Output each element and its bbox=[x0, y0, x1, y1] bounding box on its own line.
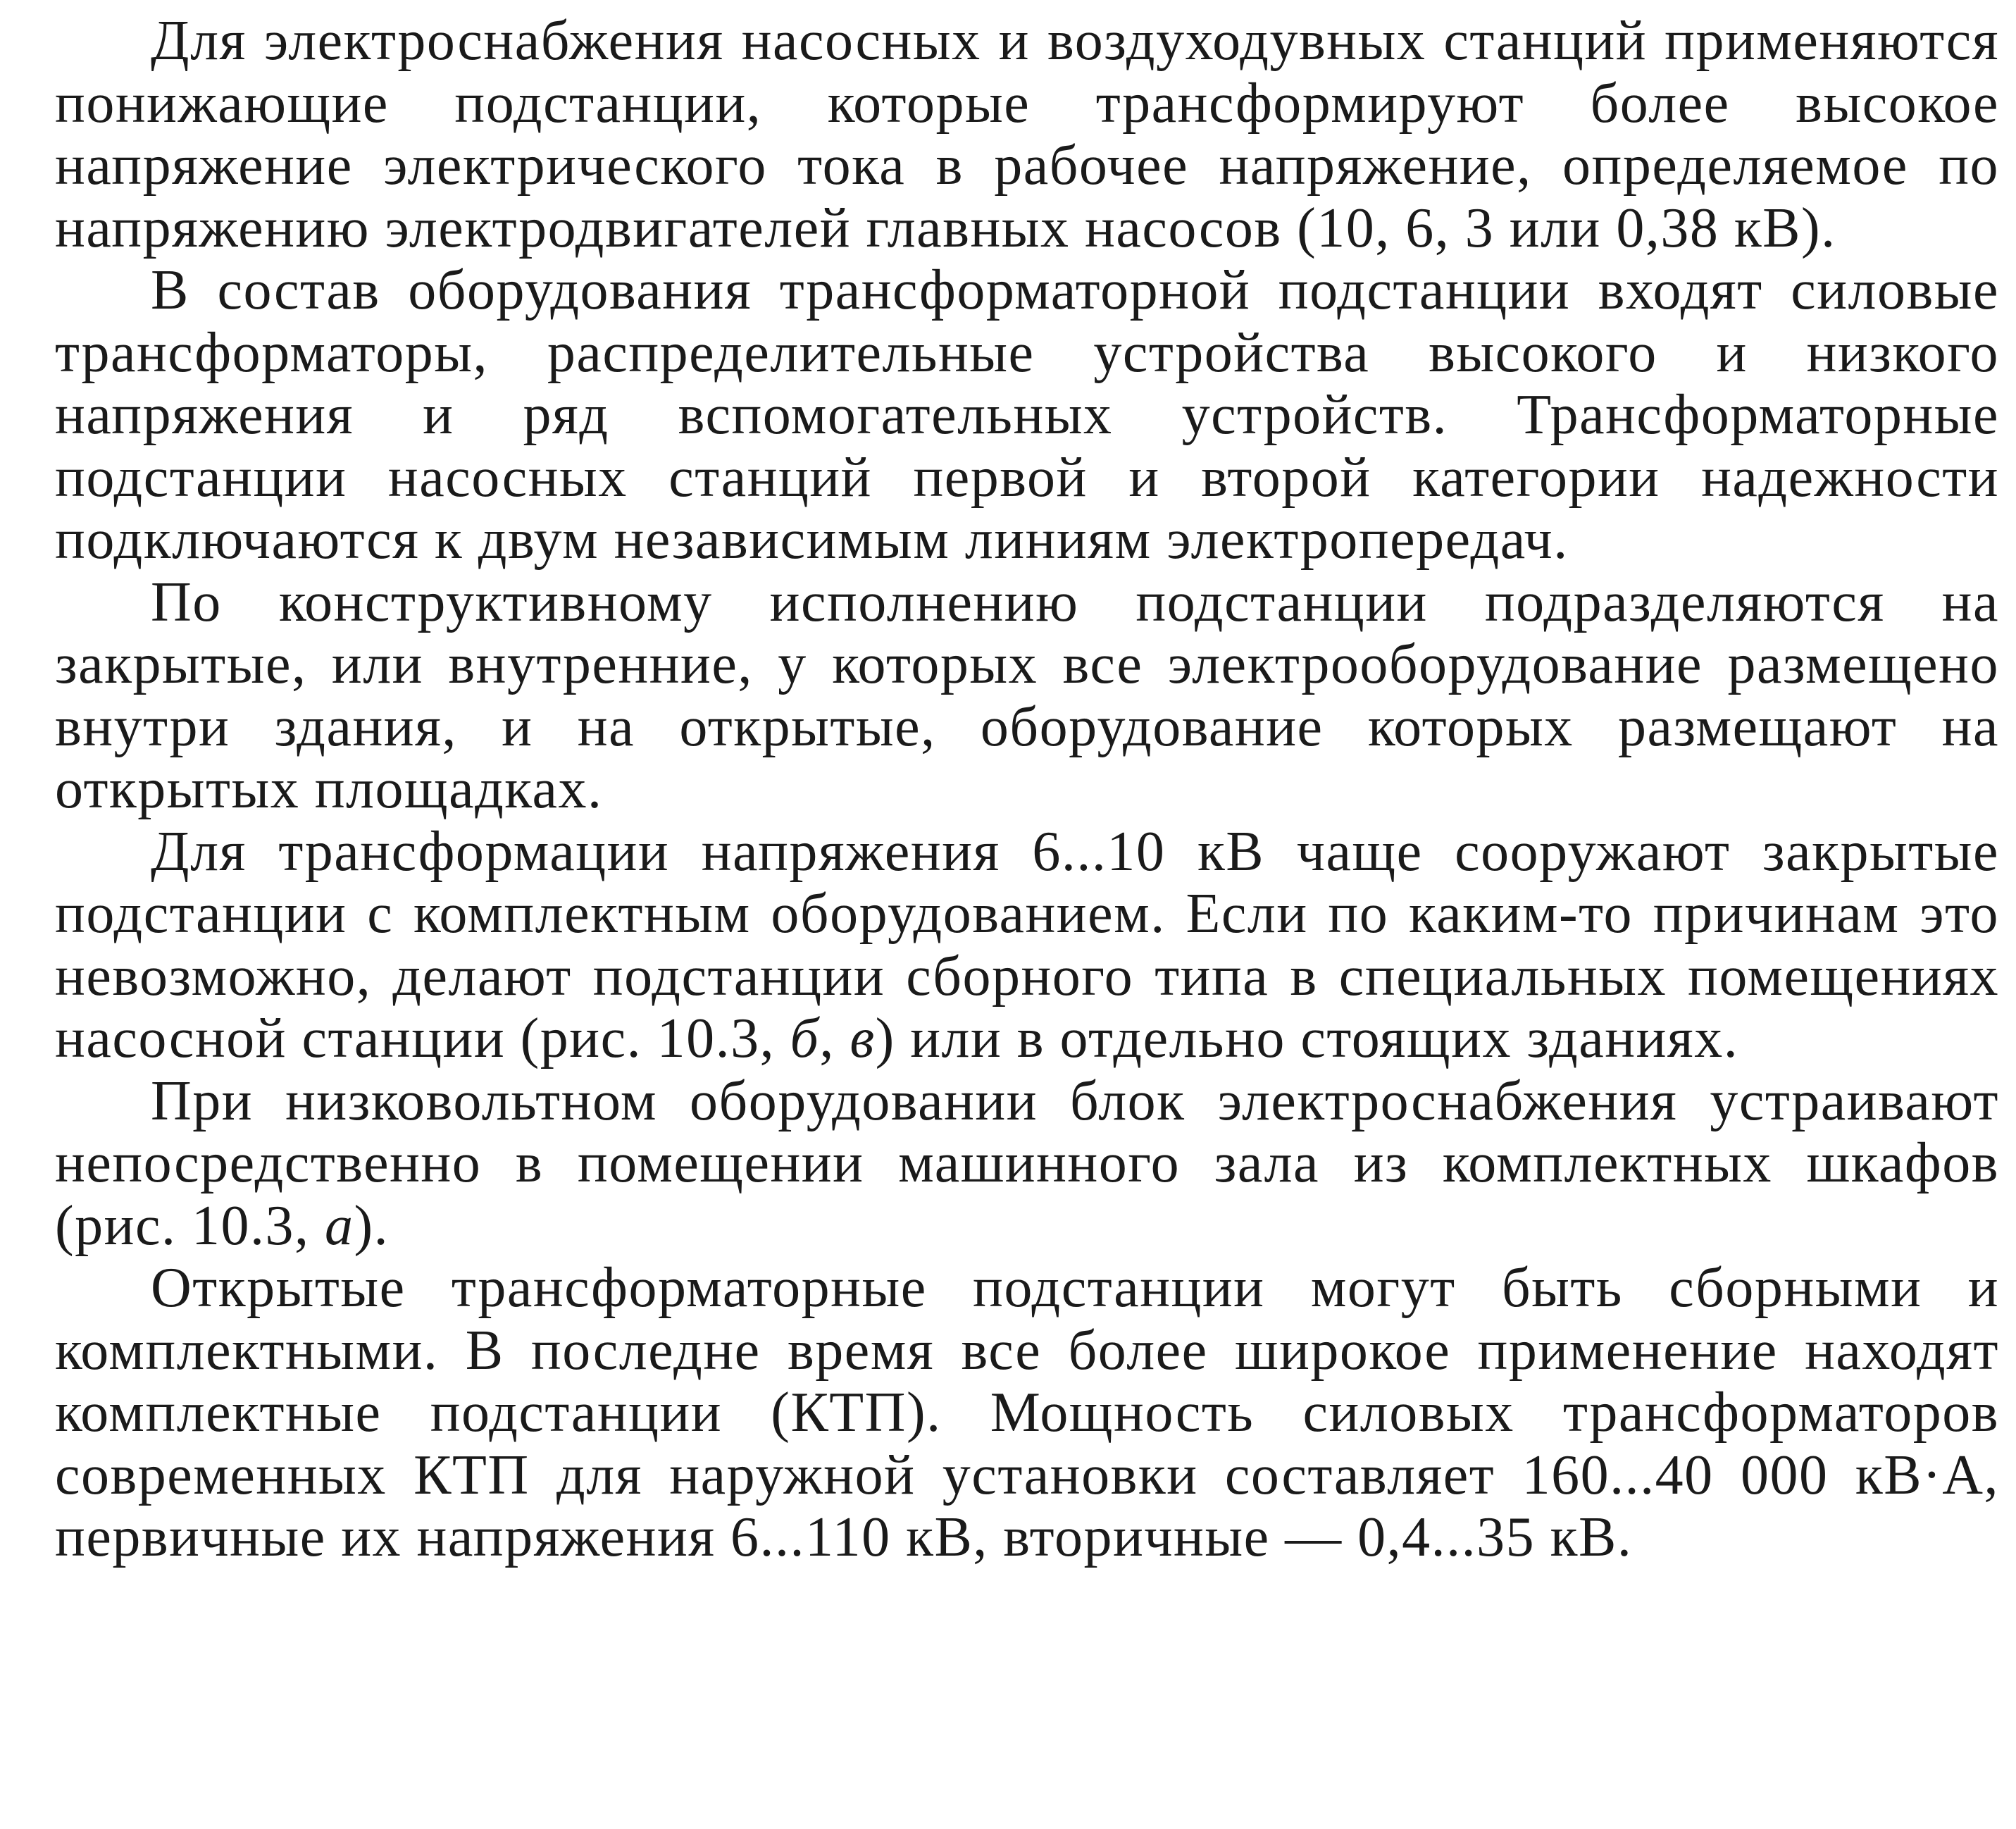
paragraph-text: Для трансформации напряжения 6...10 кВ чаще сооружают закрытые подстанции с комплектным оборудованием. Если по каким-то причинам это невозможно, делают подстанции сборного типа в специальных помещениях насосной станции (рис. 10.3, bbox=[55, 820, 1999, 1070]
paragraph-text: , bbox=[819, 1008, 850, 1070]
figure-ref-v: в bbox=[850, 1008, 876, 1070]
paragraph-text: Для электроснабжения насосных и воздуходувных станций применяются понижающие подстанции, которые трансформируют более высокое напряжение электрического тока в рабочее напряжение, определяемое по напряжению электродвигателей главных насосов (10, 6, 3 или 0,38 кВ). bbox=[55, 10, 1999, 259]
figure-ref-a: а bbox=[324, 1194, 354, 1257]
paragraph-text: Открытые трансформаторные подстанции могут быть сборными и комплектными. В последне время все более широкое применение находят комплектные подстанции (КТП). Мощность силовых трансформаторов современных КТП для наружной установки составляет 160...40 000 кВ·А, первичные их напряжения 6...110 кВ, вторичные — 0,4...35 кВ. bbox=[55, 1257, 1999, 1568]
paragraph-low-voltage-equipment bbox=[55, 1070, 1999, 1258]
paragraph-substation-equipment bbox=[55, 259, 1999, 571]
paragraph-construction-types bbox=[55, 571, 1999, 821]
paragraph-text: По конструктивному исполнению подстанции подразделяются на закрытые, или внутренние, у которых все электрооборудование размещено внутри здания, и на открытые, оборудование которых размещают на открытых площадках. bbox=[55, 571, 1999, 820]
document-page bbox=[55, 10, 1999, 1569]
paragraph-text: ). bbox=[354, 1194, 390, 1257]
paragraph-text: В состав оборудования трансформаторной подстанции входят силовые трансформаторы, распределительные устройства высокого и низкого напряжения и ряд вспомогательных устройств. Трансформаторные подстанции насосных станций первой и второй категории надежности подключаются к двум независимым линиям электропередач. bbox=[55, 259, 1999, 571]
paragraph-open-substations bbox=[55, 1257, 1999, 1569]
paragraph-text: При низковольтном оборудовании блок электроснабжения устраивают непосредственно в помещении машинного зала из комплектных шкафов (рис. 10.3, bbox=[55, 1070, 1999, 1257]
paragraph-voltage-transformation bbox=[55, 821, 1999, 1070]
paragraph-text: ) или в отдельно стоящих зданиях. bbox=[875, 1008, 1739, 1070]
paragraph-power-supply-substations bbox=[55, 10, 1999, 259]
figure-ref-b: б bbox=[790, 1008, 820, 1070]
